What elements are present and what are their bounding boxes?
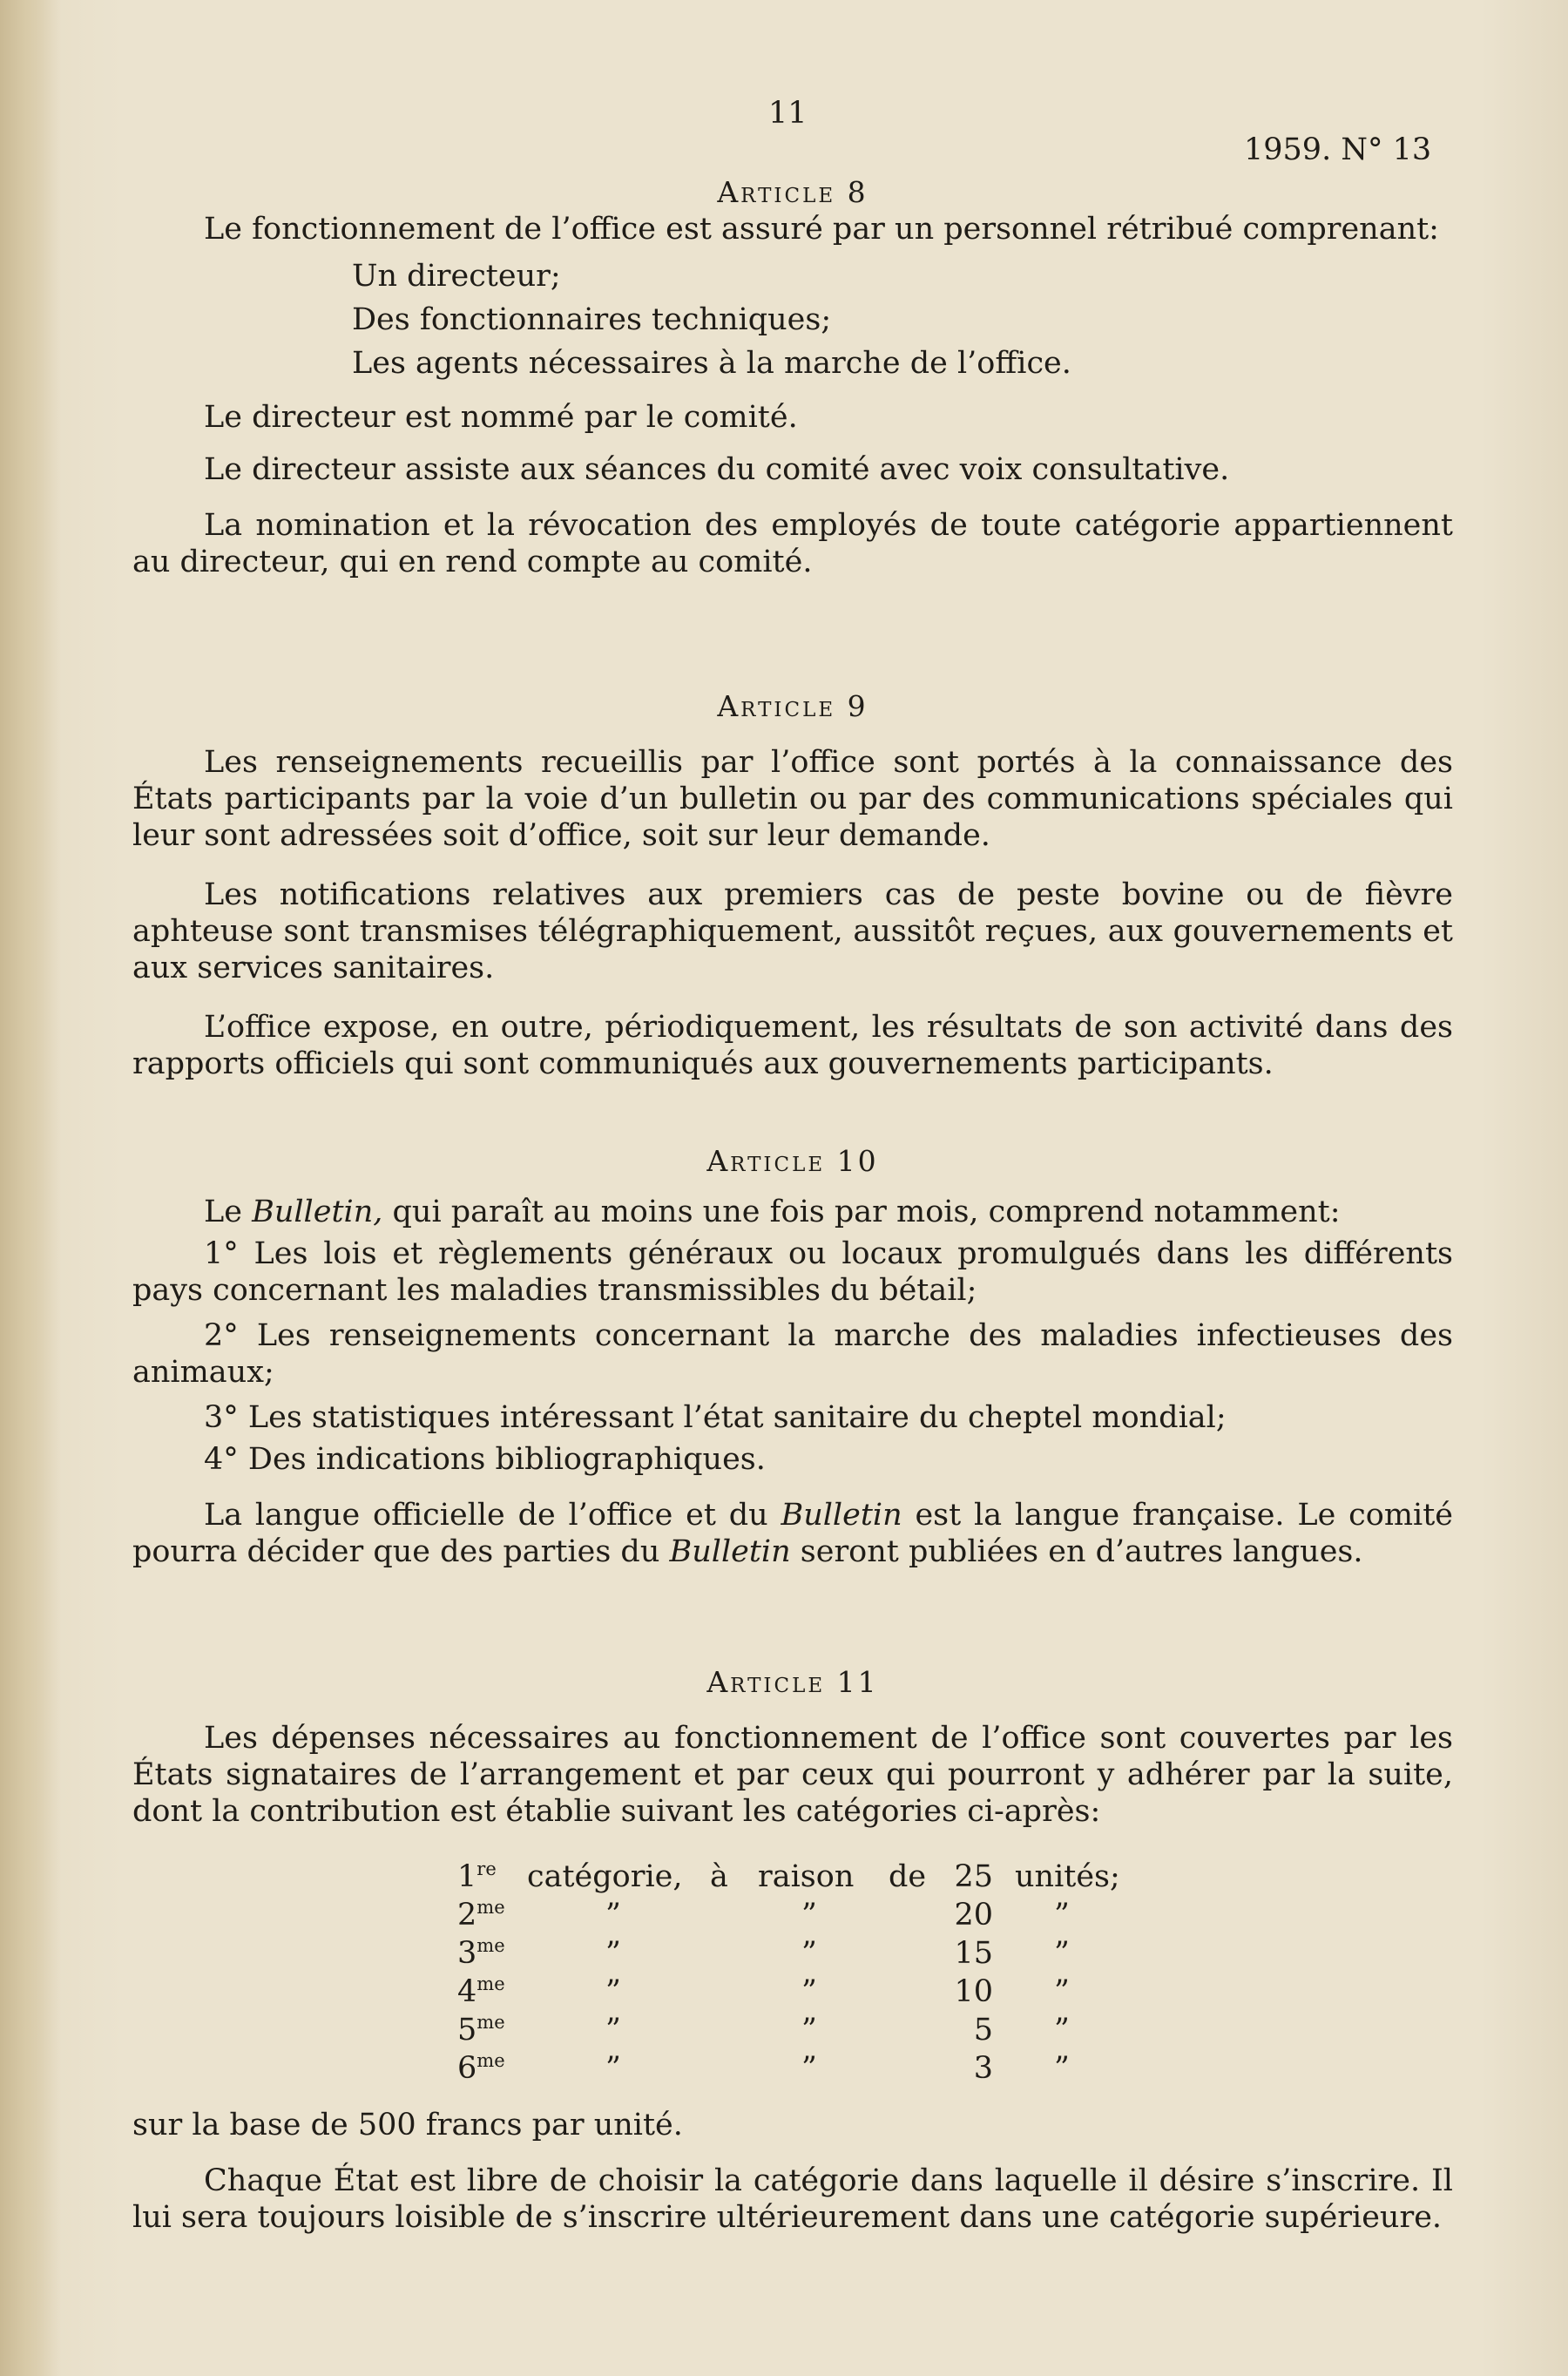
- bulletin-item: 2° Les renseignements concernant la marche des maladies infectieuses des animaux;: [132, 1318, 1453, 1390]
- article-9-paragraph: Les notifications relatives aux premiers cas de peste bovine ou de fièvre aphteuse sont transmises télégraphiquement, aussitôt reçues, aux gouvernements et aux services sanitaires.: [132, 877, 1453, 985]
- category-label: ”: [605, 2013, 621, 2048]
- category-b: ”: [801, 1936, 817, 1971]
- category-number-suffix: re: [476, 1858, 497, 1879]
- category-label: catégorie,: [527, 1859, 683, 1894]
- category-unit-word: ”: [1054, 1936, 1070, 1971]
- article-10: [132, 1143, 1453, 1570]
- category-b: ”: [801, 1974, 817, 2009]
- page-number: 11: [768, 96, 808, 131]
- staff-list: [132, 254, 1453, 385]
- category-label: ”: [605, 1974, 621, 2009]
- category-number-suffix: me: [476, 1897, 505, 1918]
- category-units: 3: [973, 2051, 993, 2086]
- intro-text: Le: [204, 1195, 253, 1229]
- article-10-heading: Article 10: [706, 1144, 879, 1178]
- article-9-paragraph: Les renseignements recueillis par l’office sont portés à la connaissance des États participants par la voie d’un bulletin ou par des communications spéciales qui leur sont adressées soit d’office, soit sur leur demande.: [132, 745, 1453, 853]
- category-row: [457, 1859, 1119, 1898]
- article-10-intro: [132, 1194, 1453, 1230]
- category-b: ”: [801, 1898, 817, 1933]
- article-8-heading: Article 8: [717, 175, 868, 209]
- category-unit-word: ”: [1054, 1974, 1070, 2009]
- category-number: $5^{me}$: [457, 2012, 505, 2048]
- language-text: La langue officielle de l’office et du: [204, 1498, 781, 1533]
- article-9-heading: Article 9: [717, 689, 868, 723]
- category-unit-word: ”: [1054, 1898, 1070, 1933]
- category-units: 10: [954, 1974, 993, 2009]
- page-gutter-shadow: [0, 0, 61, 2376]
- bulletin-item: 3° Les statistiques intéressant l’état sanitaire du cheptel mondial;: [204, 1400, 1227, 1435]
- category-unit-word: ”: [1054, 2051, 1070, 2086]
- language-text: seront publiées en d’autres langues.: [790, 1534, 1363, 1569]
- category-units: 25: [954, 1859, 993, 1894]
- category-row: [457, 2051, 1119, 2089]
- staff-item: Les agents nécessaires à la marche de l’office.: [352, 346, 1071, 381]
- category-number-suffix: me: [476, 1973, 505, 1994]
- language-text: est la langue française. Le comité pourra décider que des parties du: [132, 1498, 1453, 1569]
- category-a: à: [710, 1859, 728, 1894]
- bulletin-title: Bulletin: [669, 1534, 791, 1569]
- category-number: 1re: [457, 1858, 497, 1894]
- category-c: de: [889, 1859, 927, 1894]
- bulletin-item: 1° Les lois et règlements généraux ou locaux promulgués dans les différents pays concernant les maladies transmissibles du bétail;: [132, 1236, 1453, 1308]
- category-number-suffix: me: [476, 2050, 505, 2071]
- intro-text: qui paraît au moins une fois par mois, comprend notamment:: [382, 1195, 1341, 1229]
- article-11: [132, 1664, 1453, 1830]
- category-number-suffix: me: [476, 1935, 505, 1956]
- category-units: 5: [973, 2013, 993, 2048]
- category-row: [457, 1898, 1119, 1936]
- category-label: ”: [605, 1898, 621, 1933]
- category-number: $2^{me}$: [457, 1897, 505, 1933]
- document-reference: 1959. N° 13: [1244, 132, 1432, 167]
- article-11-paragraph: Les dépenses nécessaires au fonctionnement de l’office sont couvertes par les États signataires de l’arrangement et par ceux qui pourront y adhérer par la suite, dont la contribution est établie suivant les catégories ci-après:: [132, 1721, 1453, 1829]
- category-number: $6^{me}$: [457, 2050, 505, 2086]
- category-number: $4^{me}$: [457, 1973, 505, 2009]
- category-units: 15: [954, 1936, 993, 1971]
- category-number-suffix: me: [476, 2012, 505, 2033]
- article-11-paragraph: Chaque État est libre de choisir la catégorie dans laquelle il désire s’inscrire. Il lui sera toujours loisible de s’inscrire ultérieurement dans une catégorie supérieure.: [132, 2163, 1453, 2235]
- language-paragraph: [132, 1497, 1453, 1570]
- article-11-heading: Article 11: [706, 1665, 879, 1699]
- article-8-paragraph: Le directeur assiste aux séances du comité avec voix consultative.: [204, 452, 1230, 487]
- category-label: ”: [605, 1936, 621, 1971]
- bulletin-item: 4° Des indications bibliographiques.: [204, 1442, 766, 1477]
- category-row: [457, 1974, 1119, 2013]
- bulletin-title: Bulletin: [781, 1498, 902, 1533]
- staff-item: Des fonctionnaires techniques;: [352, 302, 832, 337]
- category-row: [457, 1936, 1119, 1974]
- category-b: raison: [758, 1859, 855, 1894]
- article-8: [132, 174, 1453, 580]
- article-8-paragraph: La nomination et la révocation des employés de toute catégorie appartiennent au directeur, qui en rend compte au comité.: [132, 508, 1453, 579]
- base-unit-line: sur la base de 500 francs par unité.: [132, 2108, 683, 2142]
- category-row: [457, 2013, 1119, 2051]
- staff-item: Un directeur;: [352, 259, 561, 294]
- category-b: ”: [801, 2051, 817, 2086]
- article-11-continued: [132, 2107, 1453, 2236]
- article-8-intro: Le fonctionnement de l’office est assuré par un personnel rétribué comprenant:: [204, 212, 1439, 247]
- category-label: ”: [605, 2051, 621, 2086]
- article-9: [132, 688, 1453, 1082]
- article-8-paragraph: Le directeur est nommé par le comité.: [204, 400, 798, 435]
- category-unit-word: ”: [1054, 2013, 1070, 2048]
- category-units: 20: [954, 1898, 993, 1933]
- contribution-categories-table: [457, 1859, 1119, 2089]
- category-b: ”: [801, 2013, 817, 2048]
- category-number: $3^{me}$: [457, 1935, 505, 1971]
- article-9-paragraph: L’office expose, en outre, périodiquement, les résultats de son activité dans des rapports officiels qui sont communiqués aux gouvernements participants.: [132, 1010, 1453, 1081]
- category-unit-word: unités;: [1015, 1859, 1120, 1894]
- bulletin-title: Bulletin,: [252, 1195, 383, 1229]
